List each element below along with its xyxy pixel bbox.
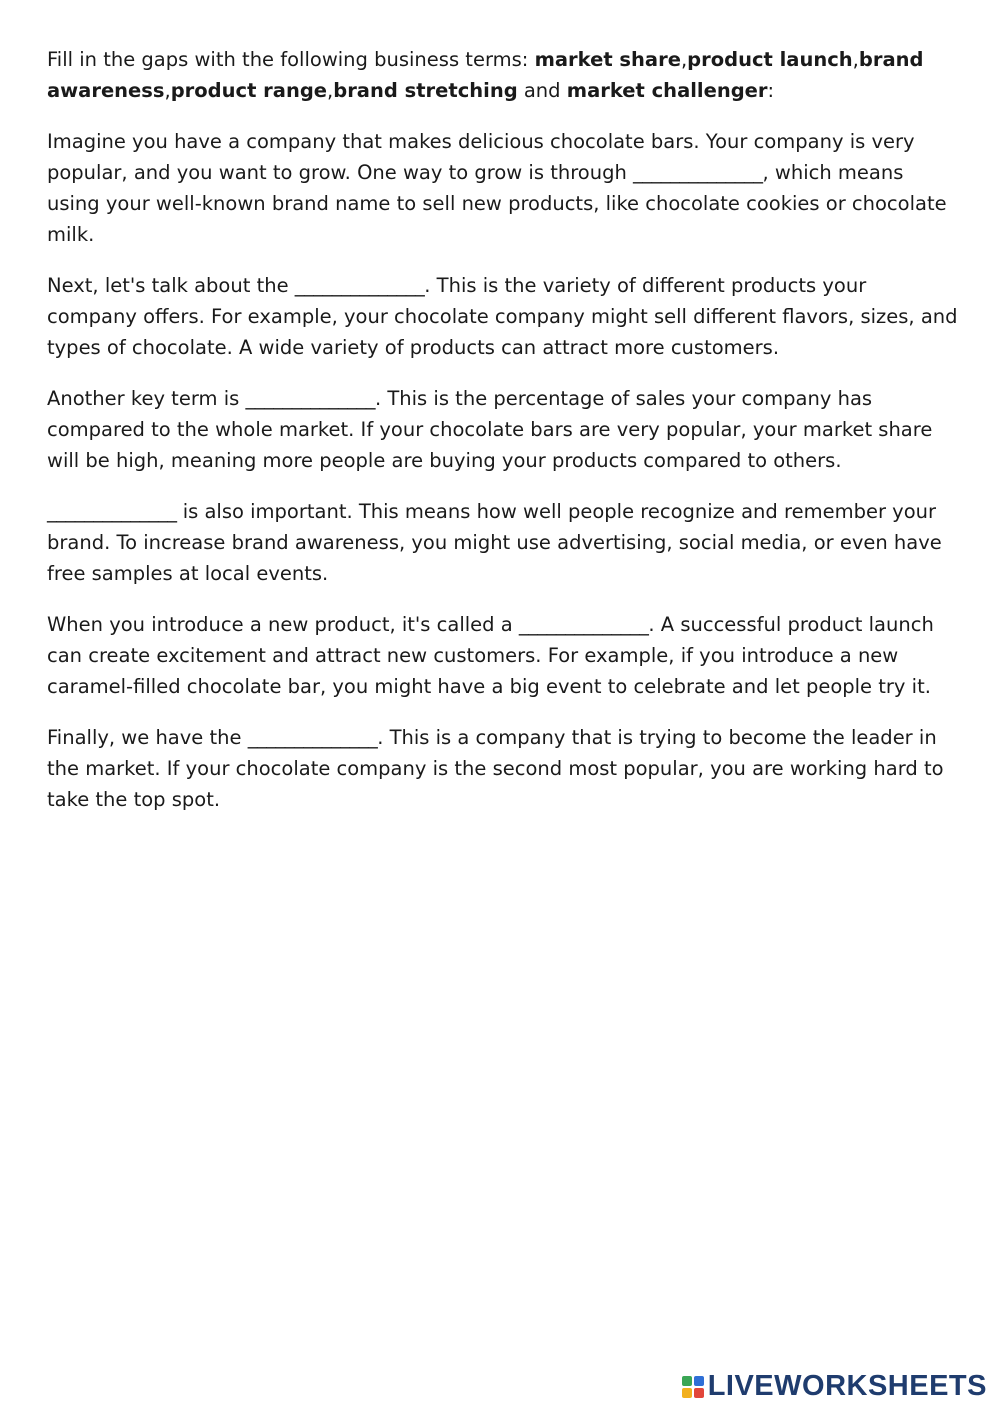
term-brand-awareness: brand awareness bbox=[47, 48, 924, 102]
logo-square-green bbox=[682, 1376, 692, 1386]
paragraph-text: Another key term is bbox=[47, 387, 246, 410]
paragraph-text: . A successful product launch can create excitement and attract new customers. For example, if you introduce a new caramel-filled chocolate bar, you might have a big event to celebrate and let people try it. bbox=[47, 613, 934, 698]
term-market-share: market share bbox=[534, 48, 681, 71]
blank-gap-5[interactable]: ______________ bbox=[518, 613, 649, 636]
paragraph-text: . This is the variety of different products your company offers. For example, your chocolate company might sell different flavors, sizes, and types of chocolate. A wide variety of products can attract more customers. bbox=[47, 274, 958, 359]
paragraph-text: Finally, we have the bbox=[47, 726, 248, 749]
blank-gap-4[interactable]: ______________ bbox=[47, 500, 177, 523]
paragraph-text: Imagine you have a company that makes delicious chocolate bars. Your company is very popular, and you want to grow. One way to grow is through bbox=[47, 130, 915, 184]
worksheet-content bbox=[47, 44, 959, 835]
logo-text: LIVEWORKSHEETS bbox=[707, 1370, 987, 1402]
blank-gap-1[interactable]: ______________ bbox=[633, 161, 763, 184]
paragraph-3 bbox=[47, 383, 959, 476]
term-separator: , bbox=[164, 79, 171, 102]
term-brand-stretching: brand stretching bbox=[333, 79, 518, 102]
paragraph-5 bbox=[47, 609, 959, 702]
paragraph-text: . This is a company that is trying to become the leader in the market. If your chocolate company is the second most popular, you are working hard to take the top spot. bbox=[47, 726, 944, 811]
paragraph-1 bbox=[47, 126, 959, 250]
instructions-suffix: : bbox=[767, 79, 775, 102]
logo-icon bbox=[682, 1376, 704, 1398]
term-separator: , bbox=[327, 79, 334, 102]
paragraph-text: , which means using your well-known brand name to sell new products, like chocolate cookies or chocolate milk. bbox=[47, 161, 947, 246]
blank-gap-6[interactable]: ______________ bbox=[247, 726, 378, 749]
term-separator: , bbox=[680, 48, 688, 71]
paragraph-2 bbox=[47, 270, 959, 363]
logo-square-yellow bbox=[682, 1388, 692, 1398]
logo-square-red bbox=[694, 1388, 704, 1398]
paragraph-6 bbox=[47, 722, 959, 815]
paragraph-text: . This is the percentage of sales your company has compared to the whole market. If your chocolate bars are very popular, your market share will be high, meaning more people are buying your products compared to others. bbox=[47, 387, 933, 472]
logo-square-blue bbox=[694, 1376, 704, 1386]
term-product-launch: product launch bbox=[687, 48, 853, 71]
paragraph-text: Next, let's talk about the bbox=[47, 274, 295, 297]
blank-gap-3[interactable]: ______________ bbox=[245, 387, 375, 410]
instructions-prefix: Fill in the gaps with the following business terms: bbox=[47, 48, 535, 71]
paragraph-text: When you introduce a new product, it's called a bbox=[47, 613, 519, 636]
term-separator: , bbox=[852, 48, 859, 71]
paragraph-4 bbox=[47, 496, 959, 589]
term-product-range: product range bbox=[170, 79, 328, 102]
instructions bbox=[47, 44, 959, 106]
term-market-challenger: market challenger bbox=[566, 79, 768, 102]
term-and: and bbox=[517, 79, 567, 102]
blank-gap-2[interactable]: ______________ bbox=[294, 274, 425, 297]
paragraph-text: is also important. This means how well people recognize and remember your brand. To increase brand awareness, you might use advertising, social media, or even have free samples at local events. bbox=[47, 500, 942, 585]
liveworksheets-logo bbox=[682, 1370, 987, 1403]
